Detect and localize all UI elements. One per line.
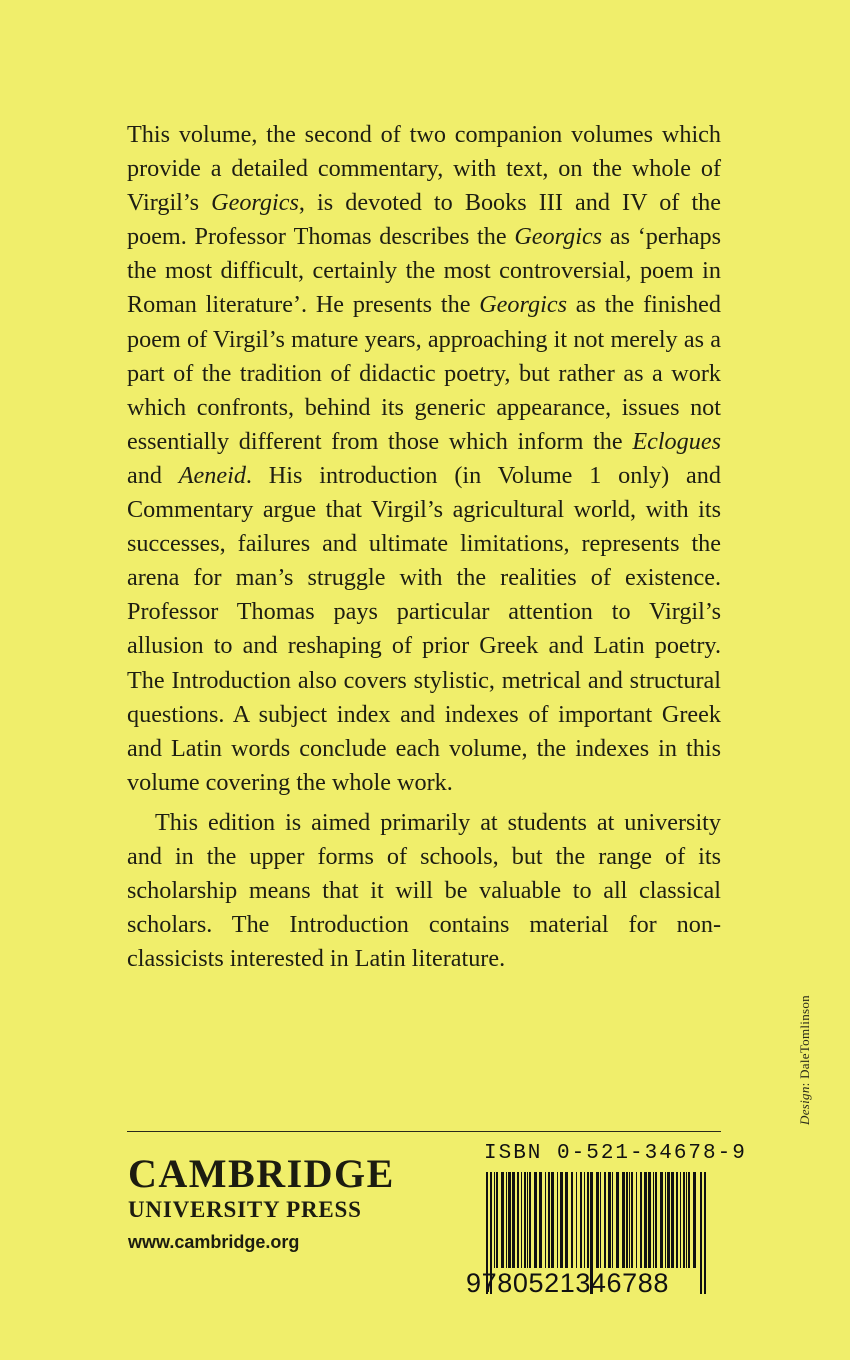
- publisher-url: www.cambridge.org: [128, 1232, 300, 1252]
- barcode-bar: [629, 1172, 630, 1268]
- design-credit-name: DaleTomlinson: [797, 995, 812, 1079]
- isbn-label: ISBN 0-521-34678-9: [484, 1142, 747, 1165]
- back-cover-blurb: [127, 118, 721, 976]
- design-credit-separator: :: [797, 1078, 812, 1087]
- text-run: as the finished poem of Virgil’s mature years, approaching it not merely as a part of the tradition of didactic poetry, but rather as a work which confronts, behind its generic appearance, issues not essentially different from those which inform the: [127, 291, 721, 455]
- barcode-bar: [534, 1172, 537, 1268]
- barcode-bar: [683, 1172, 685, 1268]
- blurb-paragraph-1: [127, 118, 721, 800]
- barcode-bar: [604, 1172, 606, 1268]
- publisher-block: [128, 1152, 395, 1253]
- barcode-bar: [622, 1172, 625, 1268]
- barcode-bar: [517, 1172, 519, 1268]
- barcode-bar: [587, 1172, 589, 1268]
- publisher-name: CAMBRIDGE: [128, 1151, 395, 1196]
- blurb-paragraph-2: This edition is aimed primarily at students at university and in the upper forms of schools, but the range of its scholarship means that it will be valuable to all classical scholars. The Introduction contains material for non-classicists interested in Latin literature.: [127, 808, 721, 973]
- barcode-bar: [660, 1172, 663, 1268]
- barcode-bar: [693, 1172, 696, 1268]
- barcode-bar: [644, 1172, 647, 1268]
- barcode-bar: [521, 1172, 522, 1268]
- text-run: . His introduction (in Volume 1 only) and Commentary argue that Virgil’s agricultural world, with its successes, failures and ultimate limitations, represents the arena for man’s struggle with the realities of existence. Professor Thomas pays particular attention to Virgil’s allusion to and reshaping of prior Greek and Latin poetry. The Introduction also covers stylistic, metrical and structural questions. A subject index and indexes of important Greek and Latin words conclude each volume, the indexes in this volume covering the whole work.: [127, 461, 721, 796]
- text-run: This volume, the second of two companion volumes which provide a detailed commentary, with text, on the whole of Virgil’s: [127, 121, 721, 217]
- barcode-bar: [596, 1172, 599, 1268]
- barcode-bar: [539, 1172, 542, 1268]
- design-credit-label: Design: [797, 1086, 812, 1125]
- barcode-bar: [584, 1172, 585, 1268]
- barcode-bar: [600, 1172, 601, 1268]
- design-credit: [797, 995, 813, 1125]
- barcode-bar: [506, 1172, 507, 1268]
- barcode-bar: [640, 1172, 642, 1268]
- italic-title: Georgics: [479, 291, 567, 319]
- barcode-bar: [653, 1172, 654, 1268]
- barcode-bar: [612, 1172, 613, 1268]
- barcode-bar: [688, 1172, 690, 1268]
- italic-title: Georgics: [211, 189, 299, 217]
- barcode-bar: [529, 1172, 531, 1268]
- divider-rule: [127, 1131, 721, 1132]
- barcode-digits: 9780521346788: [466, 1268, 670, 1298]
- barcode-bar: [545, 1172, 546, 1268]
- barcode-bar: [512, 1172, 515, 1268]
- publisher-subname: UNIVERSITY PRESS: [128, 1197, 362, 1222]
- text-run: and: [127, 461, 179, 489]
- barcode-bar: [631, 1172, 633, 1268]
- barcode-bar: [565, 1172, 568, 1268]
- barcode-bar: [686, 1172, 687, 1268]
- barcode-bar: [648, 1172, 651, 1268]
- text-run: , is devoted to Books III and IV of the poem. Professor Thomas describes the: [127, 189, 721, 251]
- barcode-bar: [508, 1172, 511, 1268]
- text-run: as ‘perhaps the most difficult, certainly the most controversial, poem in Roman literature’. He presents the: [127, 223, 721, 319]
- barcode-bar: [560, 1172, 563, 1268]
- barcode-bar: [548, 1172, 550, 1268]
- barcode-bar: [608, 1172, 611, 1268]
- barcode-bar: [496, 1172, 498, 1268]
- barcode-bar: [655, 1172, 657, 1268]
- barcode-bar: [580, 1172, 582, 1268]
- barcode-bar: [626, 1172, 628, 1268]
- barcode-bar: [527, 1172, 528, 1268]
- barcode-bar: [501, 1172, 504, 1268]
- barcode-bar: [576, 1172, 577, 1268]
- barcode-bar: [494, 1172, 495, 1268]
- barcode-bar: [636, 1172, 637, 1268]
- barcode-bar: [524, 1172, 526, 1268]
- barcode-bar: [571, 1172, 573, 1268]
- barcode-bar: [665, 1172, 666, 1268]
- barcode-bar: [680, 1172, 681, 1268]
- italic-title: Aeneid: [178, 461, 246, 489]
- barcode-bar: [557, 1172, 558, 1268]
- italic-title: Eclogues: [632, 427, 721, 455]
- barcode-bar: [551, 1172, 554, 1268]
- italic-title: Georgics: [514, 223, 603, 251]
- barcode-bar: [616, 1172, 619, 1268]
- barcode-bar: [667, 1172, 670, 1268]
- barcode-bar: [671, 1172, 674, 1268]
- barcode-bar: [676, 1172, 678, 1268]
